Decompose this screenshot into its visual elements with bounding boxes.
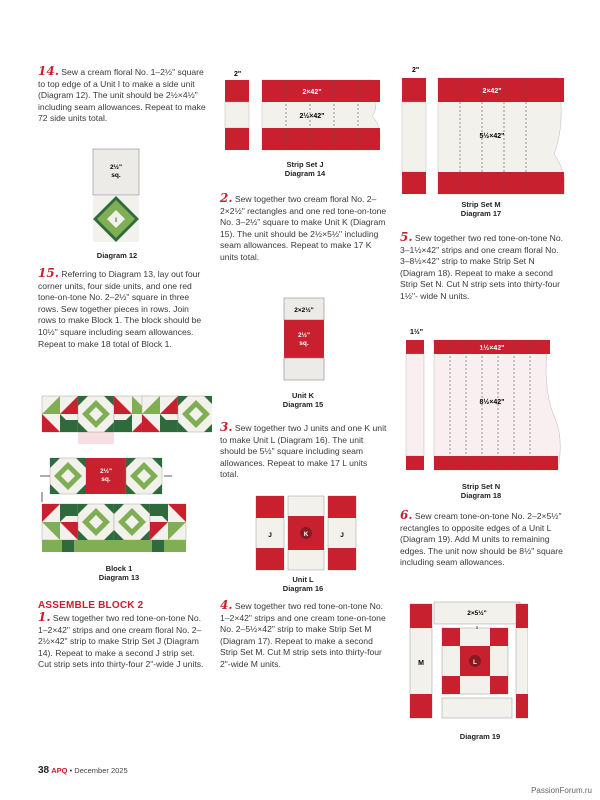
diagram-12-caption: Diagram 12 <box>96 251 138 260</box>
step-number: 6. <box>400 508 413 522</box>
diagram-16-caption <box>268 575 338 593</box>
step-number: 5. <box>400 230 413 244</box>
d17-dim-mid: 5½×42" <box>479 133 505 140</box>
page-footer <box>38 765 128 776</box>
step-number: 2. <box>220 191 233 205</box>
d12-label-1: 2½" <box>109 164 123 171</box>
d16-center: K <box>303 532 309 538</box>
step-text: Referring to Diagram 13, lay out four corner units, four side units, and one red tone-on-tone No. 2–2½" square in three rows. Sew together pieces in rows. Join rows to make Block 1. The block should be 10½" square including seam allowances. Repeat to make 18 total of Block 1. <box>38 269 202 349</box>
caption-line-2: Diagram 14 <box>284 169 326 178</box>
step-5 <box>400 232 570 303</box>
diagram-17 <box>398 64 570 204</box>
diagram-14 <box>222 68 390 164</box>
d14-dim-top: 2×42" <box>302 89 322 96</box>
step-14 <box>38 66 208 125</box>
d18-dim-top: 1½×42" <box>479 345 505 352</box>
step-text: Sew together two cream floral No. 2–2×2½" rectangles and one red tone-on-tone No. 3–2½" square to make Unit K (Diagram 15). The unit should be 2½×5½" including seam allowances. Repeat to make 17 K units total. <box>220 194 387 262</box>
d17-dim-top: 2×42" <box>482 88 502 95</box>
d15-center-1: 2½" <box>297 332 311 339</box>
d18-dim-left: 1½" <box>410 329 424 336</box>
step-15 <box>38 268 208 350</box>
diagram-15-caption <box>268 391 338 409</box>
d19-left: M <box>418 660 424 667</box>
step-text: Sew together two J units and one K unit to make Unit L (Diagram 16). The unit should be 5½" square including seam allowances. Repeat to make 17 L units total. <box>220 423 387 480</box>
diagram-17-caption <box>436 200 526 218</box>
watermark: PassionForum.ru <box>531 786 592 795</box>
step-6 <box>400 510 570 569</box>
step-text: Sew a cream floral No. 1–2½" square to top edge of a Unit I to make a side unit (Diagram 12). The unit should be 2½×4½" including seam allowances. Repeat to make 72 side units total. <box>38 67 206 124</box>
diagram-18 <box>398 326 570 482</box>
d18-dim-mid: 8½×42" <box>479 399 505 406</box>
d15-center-2: sq. <box>299 340 309 347</box>
step-2 <box>220 193 388 264</box>
step-number: 15. <box>38 266 59 280</box>
caption-line-1: Strip Set M <box>461 200 501 209</box>
caption-line-1: Block 1 <box>105 564 133 573</box>
d12-label-2: sq. <box>111 172 121 179</box>
caption-line-2: Diagram 13 <box>98 573 140 582</box>
caption-line-2: Diagram 17 <box>460 209 502 218</box>
d14-dim-mid: 2½×42" <box>299 113 325 120</box>
diagram-14-caption <box>260 160 350 178</box>
diagram-19-caption: Diagram 19 <box>459 732 501 741</box>
d17-dim-left: 2" <box>412 67 420 74</box>
d15-dim-top: 2×2½" <box>294 307 314 314</box>
d19-dim-top: 2×5½" <box>467 610 487 617</box>
diagram-15 <box>282 296 332 388</box>
magazine-name: APQ <box>51 766 68 775</box>
diagram-19 <box>408 600 528 724</box>
step-3 <box>220 422 388 481</box>
step-4 <box>220 600 388 671</box>
issue-date: • December 2025 <box>69 766 128 775</box>
diagram-12 <box>92 148 142 248</box>
step-text: Sew together two red tone-on-tone No. 1–2×42" strips and one cream tone-on-tone No. 2–5½×42" strip to make Strip Set M (Diagram 17). Repeat to make a second Strip Set M. Cut M strip sets into thirty-four 2"-wide M units. <box>220 601 386 669</box>
diagram-18-caption <box>436 482 526 500</box>
diagram-16 <box>254 494 364 574</box>
assemble-heading: ASSEMBLE BLOCK 2 <box>38 600 144 611</box>
d16-left: J <box>268 532 272 539</box>
d12-unit: I <box>115 217 117 224</box>
step-1 <box>38 612 208 671</box>
diagram-13 <box>36 392 212 562</box>
page-number: 38 <box>38 765 50 776</box>
step-text: Sew cream tone-on-tone No. 2–2×5½" rectangles to opposite edges of a Unit L (Diagram 19). Add M units to remaining edges. The unit now should be 8½" square including seam allowances. <box>400 511 563 568</box>
d14-dim-left: 2" <box>234 71 242 78</box>
diagram-13-caption <box>84 564 154 582</box>
d16-right: J <box>340 532 344 539</box>
caption-line-2: Diagram 16 <box>282 584 324 593</box>
step-number: 14. <box>38 64 59 78</box>
caption-line-1: Strip Set J <box>286 160 324 169</box>
d19-center: L <box>473 660 477 666</box>
step-number: 1. <box>38 610 51 624</box>
caption-line-2: Diagram 18 <box>460 491 502 500</box>
d13-center-2: sq. <box>101 476 111 483</box>
d13-center-1: 2½" <box>99 468 113 475</box>
step-text: Sew together two red tone-on-tone No. 1–2×42" strips and one cream floral No. 2–2½×42" strip to make Strip Set J (Diagram 14). Repeat to make a second J strip set. Cut strip sets into thirty-four 2"-wide J units. <box>38 613 204 670</box>
step-number: 4. <box>220 598 233 612</box>
caption-line-1: Strip Set N <box>461 482 501 491</box>
step-text: Sew together two red tone-on-tone No. 3–1½×42" strips and one cream floral No. 3–8½×42" strip to make Strip Set N (Diagram 18). Repeat to make a second Strip Set N. Cut N strip sets into thirty-four 1½"- wide N units. <box>400 233 564 301</box>
step-number: 3. <box>220 420 233 434</box>
caption-line-2: Diagram 15 <box>282 400 324 409</box>
caption-line-1: Unit L <box>292 575 314 584</box>
caption-line-1: Unit K <box>291 391 315 400</box>
